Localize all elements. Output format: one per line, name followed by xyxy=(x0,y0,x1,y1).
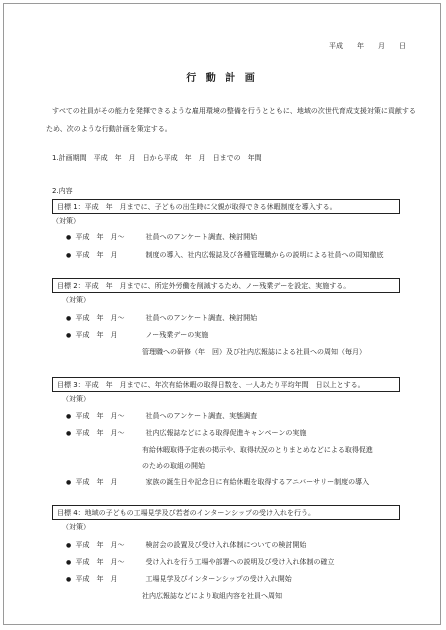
goal-2-text: 目標 2：平成 年 月までに、所定外労働を削減するため、ノー残業デーを設定、実施する。 xyxy=(57,282,351,290)
plan-period: 1.計画期間 平成 年 月 日から平成 年 月 日までの 年間 xyxy=(52,154,262,162)
goal-3-extra-2: のための取組の開始 xyxy=(142,462,205,470)
goal-2-item-2: ● 平成 年 月 ノー残業デーの実施 xyxy=(66,331,208,340)
goal-1-taisaku: （対策） xyxy=(52,217,80,225)
goal-3-text: 目標 3：平成 年 月までに、年次有給休暇の取得日数を、一人あたり平均年間 日以上とする。 xyxy=(57,381,365,389)
goal-4-taisaku: （対策） xyxy=(62,523,90,531)
goal-1-box xyxy=(52,199,400,214)
goal-4-box xyxy=(52,505,400,520)
goal-2-box xyxy=(52,278,400,293)
goal-4-extra-1: 社内広報誌などにより取組内容を社員へ周知 xyxy=(142,592,282,600)
goal-4-item-2: ● 平成 年 月〜 受け入れを行う工場や部署への説明及び受け入れ体制の確立 xyxy=(66,558,334,567)
goal-3-item-2: ● 平成 年 月〜 社内広報誌などによる取得促進キャンペーンの実施 xyxy=(66,429,306,438)
goal-3-item-3: ● 平成 年 月 家族の誕生日や記念日に有給休暇を取得するアニバーサリー制度の導入 xyxy=(66,478,369,487)
goal-2-extra-1: 管理職への研修（年 回）及び社内広報誌による社員への周知（毎月） xyxy=(142,348,366,356)
goal-4-text: 目標 4：地域の子どもの工場見学及び若者のインターンシップの受け入れを行う。 xyxy=(57,509,315,517)
goal-1-item-2: ● 平成 年 月 制度の導入、社内広報誌及び各種管理職からの説明による社員への周知徹底 xyxy=(66,251,383,260)
goal-3-item-1: ● 平成 年 月〜 社員へのアンケート調査、実態調査 xyxy=(66,412,257,421)
goal-3-extra-1: 有給休暇取得予定表の掲示や、取得状況のとりまとめなどによる取得促進 xyxy=(142,446,373,454)
goal-4-item-3: ● 平成 年 月 工場見学及びインターンシップの受け入れ開始 xyxy=(66,575,292,584)
content-heading: 2.内容 xyxy=(52,187,73,195)
goal-3-box xyxy=(52,377,400,392)
goal-2-item-1: ● 平成 年 月〜 社員へのアンケート調査、検討開始 xyxy=(66,314,257,323)
intro-paragraph: すべての社員がその能力を発揮できるような雇用環境の整備を行うとともに、地域の次世代育成支援対策に貢献するため、次のような行動計画を策定する。 xyxy=(46,107,416,133)
goal-4-item-1: ● 平成 年 月〜 検討会の設置及び受け入れ体制についての検討開始 xyxy=(66,541,306,550)
goal-1-text: 目標 1：平成 年 月までに、子どもの出生時に父親が取得できる休暇制度を導入する。 xyxy=(57,203,337,211)
date-line: 平成 年 月 日 xyxy=(329,42,406,50)
document-page xyxy=(3,3,441,625)
goal-3-taisaku: （対策） xyxy=(62,395,90,403)
goal-1-item-1: ● 平成 年 月〜 社員へのアンケート調査、検討開始 xyxy=(66,233,257,242)
goal-2-taisaku: （対策） xyxy=(62,296,90,304)
document-title: 行 動 計 画 xyxy=(186,73,258,84)
